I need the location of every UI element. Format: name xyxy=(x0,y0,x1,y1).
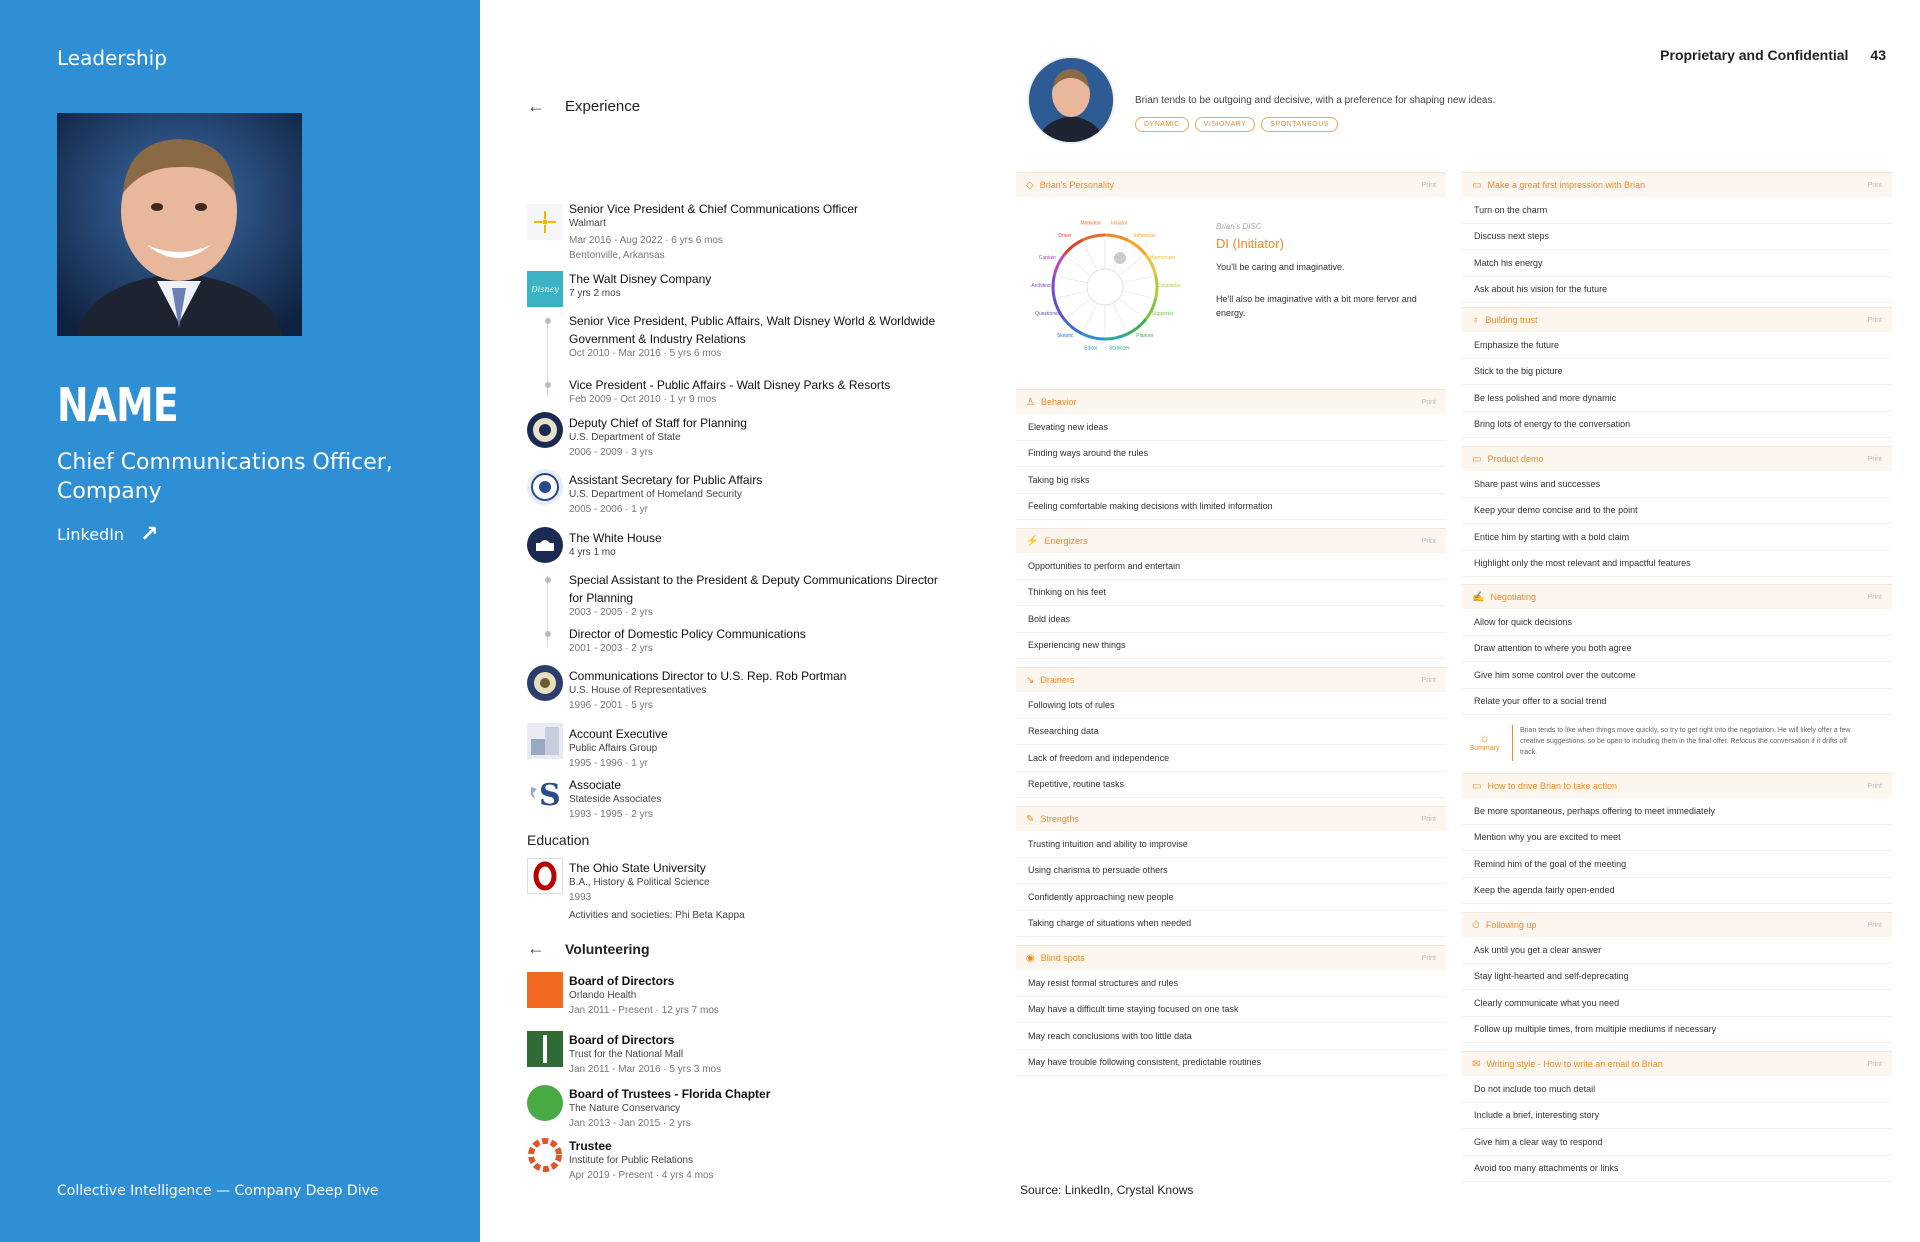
print-button[interactable]: Print xyxy=(1421,181,1436,189)
job-title: Vice President - Public Affairs - Walt Disney Parks & Resorts xyxy=(569,378,891,392)
wheel-segment xyxy=(1128,319,1146,333)
vol-dates: Jan 2011 - Mar 2016 · 5 yrs 3 mos xyxy=(569,1064,722,1075)
timeline-dot xyxy=(545,382,551,388)
card-item: Bring lots of energy to the conversation xyxy=(1462,412,1892,439)
card-header xyxy=(1462,773,1892,798)
job-dates: Mar 2016 - Aug 2022 · 6 yrs 6 mos xyxy=(569,235,723,246)
advice-card xyxy=(1016,945,1446,1076)
job-dates: Oct 2010 - Mar 2016 · 5 yrs 6 mos xyxy=(569,348,722,359)
wheel-label: Planner xyxy=(1136,333,1154,340)
card-item: Draw attention to where you both agree xyxy=(1462,636,1892,663)
timeline-dot xyxy=(545,577,551,583)
wheel-label: Skeptic xyxy=(1056,333,1074,340)
card-header xyxy=(1462,584,1892,609)
card-header xyxy=(1462,307,1892,332)
card-item: Ask until you get a clear answer xyxy=(1462,937,1892,964)
job-dates: 2006 - 2009 · 3 yrs xyxy=(569,447,653,458)
job-dates: 1995 - 1996 · 1 yr xyxy=(569,758,648,769)
card-item: May resist formal structures and rules xyxy=(1016,970,1446,997)
job-dates: 2005 - 2006 · 1 yr xyxy=(569,504,648,515)
job-org: Public Affairs Group xyxy=(569,743,658,754)
wheel-label: Architect xyxy=(1031,283,1051,289)
card-item: Opportunities to perform and entertain xyxy=(1016,553,1446,580)
timeline-line xyxy=(547,576,548,648)
vol-dates: Apr 2019 - Present · 4 yrs 4 mos xyxy=(569,1170,714,1181)
profile-photo xyxy=(57,113,302,336)
wheel-label: Stabilizer xyxy=(1108,345,1130,352)
card-header xyxy=(1016,806,1446,831)
personality-summary: Brian tends to be outgoing and decisive, with a preference for shaping new ideas. xyxy=(1135,95,1496,106)
wheel-label: Editor xyxy=(1084,345,1098,352)
job-title: Special Assistant to the President & Deputy Communications Director xyxy=(569,573,938,587)
svg-text:Disney: Disney xyxy=(531,285,559,294)
summary-label: Summary xyxy=(1469,745,1500,752)
company-name: The White House xyxy=(569,531,662,545)
card-item: Emphasize the future xyxy=(1462,332,1892,359)
card-title: How to drive Brian to take action xyxy=(1487,781,1618,791)
job-title: Senior Vice President, Public Affairs, Walt Disney World & Worldwide xyxy=(569,314,936,328)
person-role: Chief Communications Officer, Company xyxy=(57,450,393,504)
advice-card xyxy=(1016,389,1446,520)
card-item: Elevating new ideas xyxy=(1016,414,1446,441)
print-button[interactable]: Print xyxy=(1421,398,1436,406)
white-house-logo xyxy=(527,527,563,563)
tag-icon: ◇ xyxy=(1026,179,1034,191)
vol-org: Trust for the National Mall xyxy=(569,1049,684,1060)
advice-card xyxy=(1462,1051,1892,1182)
orlando-health-logo xyxy=(527,972,563,1008)
print-button[interactable]: Print xyxy=(1421,815,1436,823)
vol-role: Board of Trustees - Florida Chapter xyxy=(569,1087,771,1101)
trait-tags xyxy=(1135,117,1338,132)
ipr-logo xyxy=(527,1137,563,1173)
lightbulb-icon: ☼ xyxy=(1479,731,1490,745)
card-header xyxy=(1462,912,1892,937)
card-icon: ▭ xyxy=(1472,453,1482,465)
card-header xyxy=(1016,667,1446,692)
advice-card xyxy=(1016,667,1446,798)
national-mall-logo xyxy=(527,1031,563,1067)
card-header xyxy=(1016,389,1446,414)
grad-year: 1993 xyxy=(569,892,592,903)
job-dates: 1996 - 2001 · 5 yrs xyxy=(569,700,653,711)
print-button[interactable]: Print xyxy=(1421,954,1436,962)
card-item: Stick to the big picture xyxy=(1462,359,1892,386)
disc-label: Brian's DISC xyxy=(1216,222,1262,231)
card-icon: ⏱ xyxy=(1472,919,1480,931)
card-title: Make a great first impression with Brian xyxy=(1487,180,1646,190)
job-title: Account Executive xyxy=(569,727,668,741)
house-seal xyxy=(527,665,563,701)
card-title: Building trust xyxy=(1485,315,1538,325)
degree: B.A., History & Political Science xyxy=(569,877,710,888)
card-title: Energizers xyxy=(1044,536,1088,546)
card-icon: ↘ xyxy=(1026,674,1035,686)
arrow-up-right-icon: ↗ xyxy=(140,522,159,547)
card-item: Be less polished and more dynamic xyxy=(1462,385,1892,412)
dhs-seal xyxy=(527,469,563,505)
person-name: NAME xyxy=(57,378,178,432)
print-button[interactable]: Print xyxy=(1867,455,1882,463)
disc-type: DI (Initiator) xyxy=(1216,236,1284,251)
advice-card xyxy=(1462,446,1892,577)
card-item: Turn on the charm xyxy=(1462,197,1892,224)
nature-conservancy-logo xyxy=(527,1085,563,1121)
company-name: The Walt Disney Company xyxy=(569,272,712,286)
card-icon: ✍ xyxy=(1472,591,1485,603)
card-header xyxy=(1462,446,1892,471)
print-button[interactable]: Print xyxy=(1867,593,1882,601)
card-icon: ✉ xyxy=(1472,1058,1481,1070)
card-header xyxy=(1016,945,1446,970)
confidential-label: Proprietary and Confidential xyxy=(1660,47,1849,63)
job-title: Director of Domestic Policy Communications xyxy=(569,627,806,641)
position-marker xyxy=(1114,252,1126,264)
wheel-segment xyxy=(1082,334,1105,339)
card-item: May reach conclusions with too little data xyxy=(1016,1023,1446,1050)
card-item: Relate your offer to a social trend xyxy=(1462,689,1892,716)
job-title: Senior Vice President & Chief Communications Officer xyxy=(569,202,859,216)
card-title: Brian's Personality xyxy=(1039,180,1114,190)
advice-card xyxy=(1016,806,1446,937)
activities: Activities and societies: Phi Beta Kappa xyxy=(569,910,745,921)
print-button[interactable]: Print xyxy=(1421,537,1436,545)
svg-text:S: S xyxy=(539,778,561,811)
card-item: Remind him of the goal of the meeting xyxy=(1462,851,1892,878)
disney-logo xyxy=(527,271,563,307)
card-header xyxy=(1462,1051,1892,1076)
card-item: Be more spontaneous, perhaps offering to meet immediately xyxy=(1462,798,1892,825)
print-button[interactable]: Print xyxy=(1867,921,1882,929)
vol-org: The Nature Conservancy xyxy=(569,1103,681,1114)
job-dates: 2001 - 2003 · 2 yrs xyxy=(569,643,653,654)
card-item: Follow up multiple times, from multiple mediums if necessary xyxy=(1462,1017,1892,1044)
wheel-label: Questioner xyxy=(1035,310,1060,317)
job-title: Assistant Secretary for Public Affairs xyxy=(569,473,763,487)
card-icon: ♁ xyxy=(1472,314,1480,326)
wheel-label: Captain xyxy=(1038,255,1056,262)
card-title: Blind spots xyxy=(1040,953,1085,963)
company-tenure: 7 yrs 2 mos xyxy=(569,288,621,299)
card-item: Discuss next steps xyxy=(1462,224,1892,251)
card-item: Feeling comfortable making decisions with limited information xyxy=(1016,494,1446,521)
advice-card xyxy=(1462,307,1892,438)
job-location: Bentonville, Arkansas xyxy=(569,250,665,261)
advice-card xyxy=(1462,172,1892,303)
card-item: Avoid too many attachments or links xyxy=(1462,1156,1892,1183)
card-icon: ♙ xyxy=(1026,396,1035,408)
wheel-segment xyxy=(1053,275,1054,298)
advice-card xyxy=(1016,528,1446,659)
job-org: U.S. House of Representatives xyxy=(569,685,707,696)
vol-org: Orlando Health xyxy=(569,990,637,1001)
vol-dates: Jan 2011 - Present · 12 yrs 7 mos xyxy=(569,1005,719,1016)
wheel-segment xyxy=(1064,240,1082,254)
job-dates: 2003 - 2005 · 2 yrs xyxy=(569,607,653,618)
stateside-logo xyxy=(527,775,563,811)
card-item: Lack of freedom and independence xyxy=(1016,745,1446,772)
disc-description-2: He'll also be imaginative with a bit more fervor and energy. xyxy=(1216,294,1417,318)
advice-card xyxy=(1462,584,1892,715)
card-item: Include a brief, interesting story xyxy=(1462,1103,1892,1130)
print-button[interactable]: Print xyxy=(1867,782,1882,790)
timeline-dot xyxy=(545,318,551,324)
job-dates: Feb 2009 - Oct 2010 · 1 yr 9 mos xyxy=(569,394,717,405)
card-title: Strengths xyxy=(1040,814,1079,824)
vol-role: Board of Directors xyxy=(569,1033,675,1047)
summary-text: Brian tends to like when things move quickly, so try to get right into the negotiation. He will likely offer a few creative suggestions, so be open to including them in the final offer. Refocus the conversation if it drifts off track. xyxy=(1520,727,1851,756)
card-item: Taking big risks xyxy=(1016,467,1446,494)
card-item: Trusting intuition and ability to improvise xyxy=(1016,831,1446,858)
card-item: Keep your demo concise and to the point xyxy=(1462,498,1892,525)
linkedin-label: LinkedIn xyxy=(57,525,125,544)
wheel-label: Harmonizer xyxy=(1149,255,1176,262)
linkedin-link[interactable] xyxy=(57,522,159,547)
print-button[interactable]: Print xyxy=(1867,316,1882,324)
footer-caption: Collective Intelligence — Company Deep Dive xyxy=(57,1183,379,1199)
personality-card xyxy=(1016,172,1446,382)
volunteering-heading xyxy=(527,938,650,959)
wheel-segment xyxy=(1064,319,1082,333)
walmart-logo xyxy=(527,204,563,240)
education-heading: Education xyxy=(527,832,590,848)
job-org: Stateside Associates xyxy=(569,794,662,805)
wheel-label: Influencer xyxy=(1133,232,1156,239)
vol-org: Institute for Public Relations xyxy=(569,1155,693,1166)
card-header xyxy=(1016,528,1446,553)
card-item: Ask about his vision for the future xyxy=(1462,277,1892,304)
experience-heading: Experience xyxy=(565,98,641,115)
wheel-label: Counselor xyxy=(1157,283,1180,289)
section-label: Leadership xyxy=(57,46,167,70)
card-item: Researching data xyxy=(1016,719,1446,746)
left-panel xyxy=(0,0,480,1242)
card-item: Keep the agenda fairly open-ended xyxy=(1462,878,1892,905)
source-note: Source: LinkedIn, Crystal Knows xyxy=(1020,1183,1194,1197)
card-item: Stay light-hearted and self-deprecating xyxy=(1462,964,1892,991)
wheel-segment xyxy=(1128,240,1146,254)
job-title: Communications Director to U.S. Rep. Rob Portman xyxy=(569,669,847,683)
card-item: Experiencing new things xyxy=(1016,633,1446,660)
card-icon: ▭ xyxy=(1472,780,1482,792)
wheel-label: Initiator xyxy=(1111,220,1128,227)
card-item: Entice him by starting with a bold claim xyxy=(1462,524,1892,551)
card-item: Repetitive, routine tasks xyxy=(1016,772,1446,799)
advice-card xyxy=(1462,773,1892,904)
vol-role: Trustee xyxy=(569,1139,612,1153)
wheel-center xyxy=(1087,269,1123,305)
card-item: Bold ideas xyxy=(1016,606,1446,633)
job-org: Walmart xyxy=(569,218,606,229)
job-org: U.S. Department of State xyxy=(569,432,681,443)
page-number: 43 xyxy=(1870,47,1886,63)
trait-tag: SPONTANEOUS xyxy=(1261,117,1338,132)
card-item: Clearly communicate what you need xyxy=(1462,990,1892,1017)
card-item: Finding ways around the rules xyxy=(1016,441,1446,468)
wheel-segment xyxy=(1105,235,1128,240)
company-logo-placeholder xyxy=(527,723,563,759)
osu-logo xyxy=(527,858,563,894)
page-header xyxy=(1660,47,1886,63)
print-button[interactable]: Print xyxy=(1421,676,1436,684)
card-icon: ✎ xyxy=(1026,813,1035,825)
card-item: Give him some control over the outcome xyxy=(1462,662,1892,689)
back-arrow-icon[interactable]: ← xyxy=(527,938,545,958)
card-item: Confidently approaching new people xyxy=(1016,884,1446,911)
card-title: Behavior xyxy=(1040,397,1077,407)
card-icon: ⚡ xyxy=(1026,535,1039,547)
card-item: Match his energy xyxy=(1462,250,1892,277)
wheel-label: Supporter xyxy=(1151,310,1174,317)
card-item: Give him a clear way to respond xyxy=(1462,1129,1892,1156)
trait-tag: DYNAMIC xyxy=(1135,117,1189,132)
job-org: U.S. Department of Homeland Security xyxy=(569,489,742,500)
card-item: Thinking on his feet xyxy=(1016,580,1446,607)
job-title: Deputy Chief of Staff for Planning xyxy=(569,416,747,430)
print-button[interactable]: Print xyxy=(1867,1060,1882,1068)
card-title: Drainers xyxy=(1040,675,1075,685)
profile-avatar xyxy=(1027,56,1115,144)
volunteering-title: Volunteering xyxy=(565,940,650,957)
card-item: Highlight only the most relevant and impactful features xyxy=(1462,551,1892,578)
job-title: Associate xyxy=(569,778,622,792)
card-title: Writing style - How to write an email to Brian xyxy=(1486,1059,1663,1069)
negotiation-summary xyxy=(1462,725,1882,765)
job-title-cont: Government & Industry Relations xyxy=(569,332,746,346)
back-arrow-icon[interactable]: ← xyxy=(527,96,545,116)
disc-description: You'll be caring and imaginative. xyxy=(1216,262,1345,272)
card-item: Using charisma to persuade others xyxy=(1016,858,1446,885)
card-item: Mention why you are excited to meet xyxy=(1462,825,1892,852)
job-dates: 1993 - 1995 · 2 yrs xyxy=(569,809,653,820)
advice-card xyxy=(1462,912,1892,1043)
trait-tag: VISIONARY xyxy=(1195,117,1256,132)
timeline-dot xyxy=(545,631,551,637)
card-item: Share past wins and successes xyxy=(1462,471,1892,498)
wheel-segment xyxy=(1082,235,1105,240)
card-title: Product demo xyxy=(1487,454,1544,464)
card-header xyxy=(1462,172,1892,197)
disc-wheel xyxy=(1030,212,1180,362)
card-title: Following up xyxy=(1485,920,1537,930)
card-item: May have a difficult time staying focused on one task xyxy=(1016,997,1446,1024)
card-icon: ▭ xyxy=(1472,179,1482,191)
vol-role: Board of Directors xyxy=(569,974,675,988)
school-name: The Ohio State University xyxy=(569,861,706,875)
card-item: Following lots of rules xyxy=(1016,692,1446,719)
card-item: Taking charge of situations when needed xyxy=(1016,911,1446,938)
wheel-segment xyxy=(1105,334,1128,339)
wheel-label: Motivator xyxy=(1080,220,1102,227)
job-title-cont: for Planning xyxy=(569,591,634,605)
print-button[interactable]: Print xyxy=(1867,181,1882,189)
state-dept-seal xyxy=(527,412,563,448)
card-icon: ◉ xyxy=(1026,952,1035,964)
wheel-label: Driver xyxy=(1058,232,1072,239)
card-title: Negotiating xyxy=(1490,592,1536,602)
vol-dates: Jan 2013 - Jan 2015 · 2 yrs xyxy=(569,1118,691,1129)
card-item: May have trouble following consistent, predictable routines xyxy=(1016,1050,1446,1077)
company-tenure: 4 yrs 1 mo xyxy=(569,547,616,558)
card-header xyxy=(1016,172,1446,197)
card-item: Allow for quick decisions xyxy=(1462,609,1892,636)
card-item: Do not include too much detail xyxy=(1462,1076,1892,1103)
